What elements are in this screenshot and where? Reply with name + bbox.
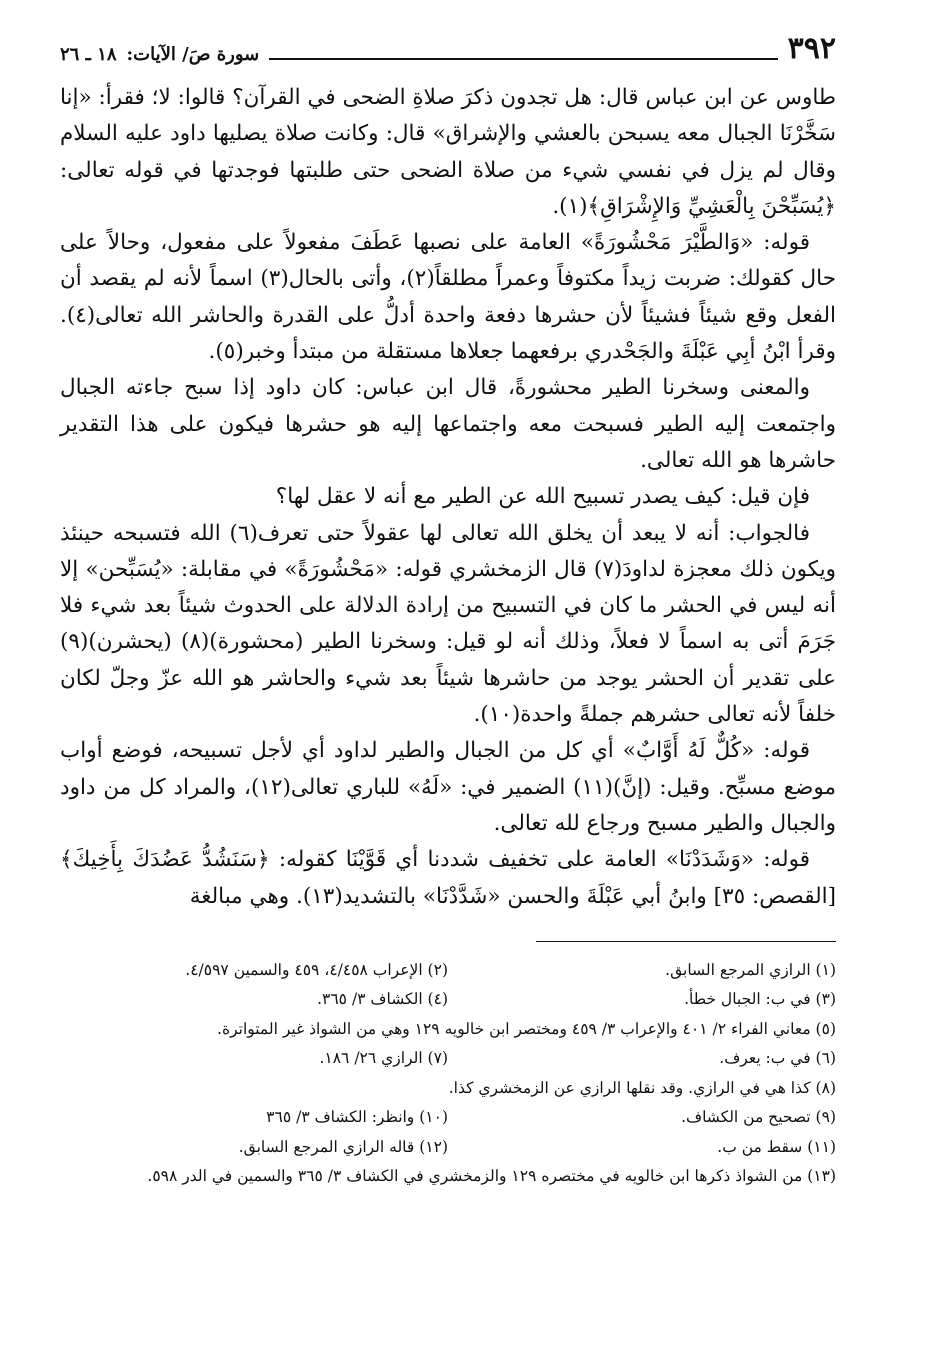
footnote: (٥) معاني الفراء ٢/ ٤٠١ والإعراب ٣/ ٤٥٩ ومختصر ابن خالويه ١٢٩ وهي من الشواذ غير المتواترة. [217, 1019, 836, 1038]
paragraph: قوله: «كُلٌّ لَهُ أَوَّابٌ» أي كل من الجبال والطير لداود أي لأجل تسبيحه، فوضع أواب موضع مسبِّح. وقيل: (إنَّ)(١١) الضمير في: «لَهُ» للباري تعالى(١٢)، والمراد كل من داود والجبال والطير مسبح ورجاع لله تعالى. [60, 738, 836, 836]
paragraph: قوله: «وَشَدَدْنَا» العامة على تخفيف شددنا أي قَوَّيْنَا كقوله: ﴿سَنَشُدُّ عَضُدَكَ بِأَخِيكَ﴾ [القصص: ٣٥] وابنُ أبي عَبْلَةَ والحسن «شَدَّدْنَا» بالتشديد(١٣). وهي مبالغة [60, 847, 836, 909]
footnote: (٨) كذا هي في الرازي. وقد نقلها الرازي عن الزمخشري كذا. [448, 1078, 836, 1097]
page-header [60, 22, 836, 64]
paragraph: والمعنى وسخرنا الطير محشورةً، قال ابن عباس: كان داود إذا سبح جاءته الجبال واجتمعت إليه الطير فسبحت معه واجتماعها إليه هو حشرها فيكون على هذا التقدير حاشرها هو الله تعالى. [60, 375, 836, 473]
footnotes [60, 956, 836, 1192]
footnote: (٢) الإعراب ٤/٤٥٨، ٤٥٩ والسمين ٤/٥٩٧. [185, 960, 448, 979]
paragraph: فإن قيل: كيف يصدر تسبيح الله عن الطير مع أنه لا عقل لها؟ [275, 484, 810, 510]
page-number: ٣٩٢ [787, 31, 836, 66]
footnote-divider [536, 941, 836, 942]
running-title: سورة صَ/ الآيات: [126, 44, 260, 65]
paragraph: قوله: «وَالطَّيْرَ مَحْشُورَةً» العامة على نصبها عَطَفَ مفعولاً على مفعول، وحالاً على حال كقولك: ضربت زيداً مكتوفاً وعمراً مطلقاً(٢)، وأتى بالحال(٣) اسماً لأنه لم يقصد أن الفعل وقع شيئاً فشيئاً لأن حشرها دفعة واحدة أدلُّ على القدرة والحاشر الله تعالى(٤). وقرأ ابْنُ أبِي عَبْلَةَ والجَحْدري برفعهما جعلاها مستقلة من مبتدأ وخبر(٥). [60, 230, 836, 365]
paragraph: فالجواب: أنه لا يبعد أن يخلق الله تعالى لها عقولاً حتى تعرف(٦) الله فتسبحه حينئذ ويكون ذلك معجزة لداودَ(٧) قال الزمخشري قوله: «مَحْشُورَةً» في مقابلة: «يُسَبِّحن» إلا أنه ليس في الحشر ما كان في التسبيح من إرادة الدلالة على الحدوث شيئاً بعد شيء فلا جَرَمَ أتى به اسماً لا فعلاً، وذلك أنه لو قيل: وسخرنا الطير (محشورة)(٨) (يحشرن)(٩) على تقدير أن الحشر يوجد من حاشرها شيئاً بعد شيء والحاشر هو الله عزّ وجلّ لكان خلفاً لأنه تعالى حشرهم جملةً واحدة(١٠). [60, 520, 836, 728]
footnote: (١٠) وانظر: الكشاف ٣/ ٣٦٥ [266, 1108, 448, 1127]
footnote: (١) الرازي المرجع السابق. [665, 960, 836, 979]
footnote: (٩) تصحيح من الكشاف. [681, 1108, 836, 1127]
header-rule [269, 58, 777, 60]
footnote: (٣) في ب: الجبال خطأ. [684, 990, 836, 1009]
verse-range: ١٨ ـ ٢٦ [60, 44, 117, 65]
page [60, 22, 836, 1192]
footnote: (٦) في ب: يعرف. [719, 1049, 836, 1068]
main-text [60, 80, 836, 915]
footnote: (٤) الكشاف ٣/ ٣٦٥. [317, 990, 448, 1009]
footnote: (٧) الرازي ٢٦/ ١٨٦. [319, 1049, 448, 1068]
paragraph: طاوس عن ابن عباس قال: هل تجدون ذكرَ صلاةِ الضحى في القرآن؟ قالوا: لا؛ فقرأ: «إنا سَخَّرْنَا الجبال معه يسبحن بالعشي والإشراق» قال: وكانت صلاة يصليها داود عليه السلام وقال لم يزل في نفسي شيء من صلاة الضحى حتى طلبتها فوجدتها في قوله تعالى: ﴿يُسَبِّحْنَ بِالْعَشِيِّ وَالإِشْرَاقِ﴾(١). [60, 85, 836, 219]
footnote: (١٣) من الشواذ ذكرها ابن خالويه في مختصره ١٢٩ والزمخشري في الكشاف ٣/ ٣٦٥ والسمين في الدر ٥٩٨. [147, 1167, 836, 1186]
footnote: (١٢) قاله الرازي المرجع السابق. [238, 1137, 448, 1156]
footnote: (١١) سقط من ب. [717, 1137, 836, 1156]
